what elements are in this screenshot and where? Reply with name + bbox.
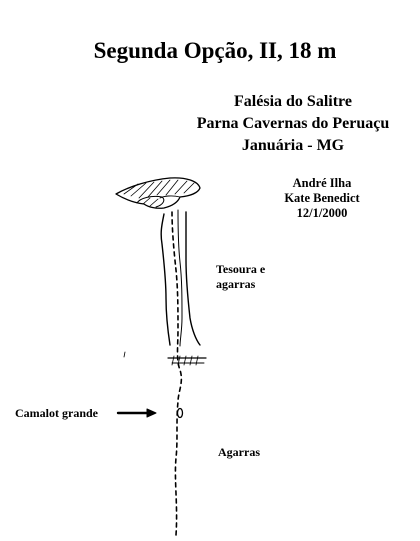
arrow-icon bbox=[118, 409, 156, 417]
route-title: Segunda Opção, II, 18 m bbox=[93, 38, 337, 63]
ascent-date: 12/1/2000 bbox=[296, 206, 348, 220]
park-name: Parna Cavernas do Peruaçu bbox=[196, 115, 390, 132]
label-upper-section: Tesoura e agarras bbox=[216, 262, 266, 291]
camalot-icon bbox=[178, 409, 183, 418]
label-lower-section: Agarras bbox=[218, 445, 260, 459]
ledge bbox=[168, 356, 206, 365]
corner-left-wall bbox=[161, 214, 170, 345]
author-name-1: André Ilha bbox=[292, 176, 352, 190]
tick-mark bbox=[124, 352, 125, 357]
roof-rock-outline bbox=[116, 178, 200, 208]
label-protection: Camalot grande bbox=[15, 406, 98, 420]
corner-right-wall bbox=[186, 212, 200, 345]
city-name: Januária - MG bbox=[241, 137, 345, 154]
author-name-2: Kate Benedict bbox=[284, 191, 360, 205]
crag-name: Falésia do Salitre bbox=[234, 93, 352, 110]
